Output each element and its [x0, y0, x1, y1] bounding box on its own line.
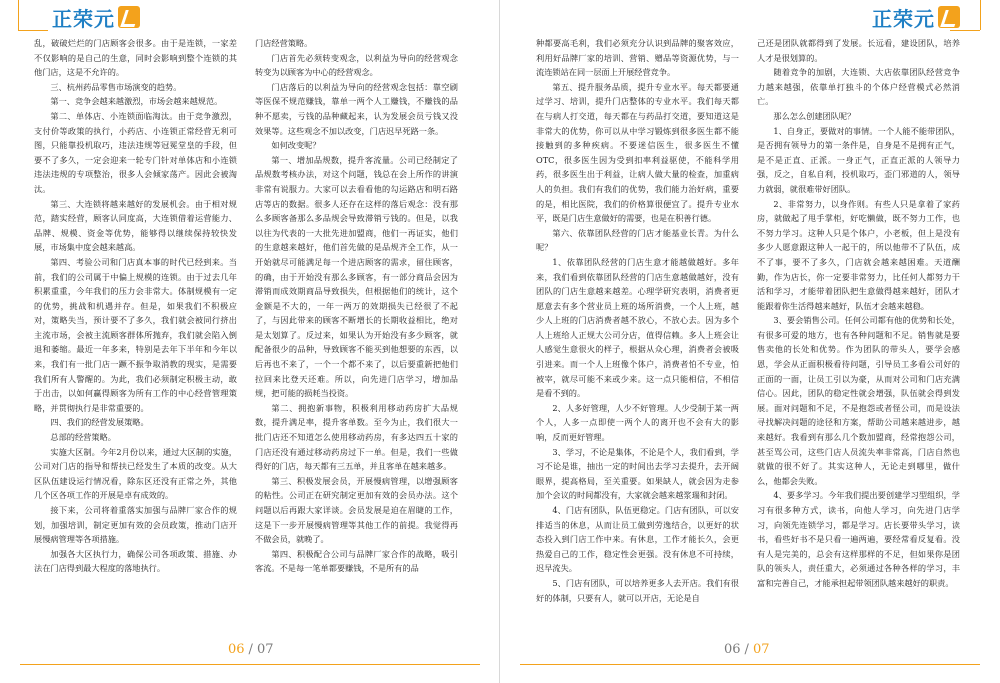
paragraph: 三、杭州药品零售市场演变的趋势。: [50, 81, 182, 92]
paragraph: 乱，破破烂烂的门店顾客会很多。由于是连锁，一家差不仅影响的是自己的生意，同时会影响到整个连锁的其他门店，这是不允许的。: [34, 38, 237, 78]
paragraph: 第三、积极发展会员，开展慢病管理，以增强顾客的粘性。公司正在研究制定更加有效的会员办法。这个问题以后再跟大家详谈。会员发展是迫在眉睫的工作，这是下一步开展慢病管理等其他工作的前提。我觉得再不做会员，就晚了。: [255, 475, 458, 545]
paragraph: 己还是团队就都得到了发展。长远看，建设团队，培养人才是很划算的。: [757, 38, 960, 63]
paragraph: 总部的经营策略。: [50, 432, 116, 443]
paragraph: 接下来，公司将着重落实加强与品牌厂家合作的规划，加强培训，制定更加有效的会员政策，推动门店开展慢病管理等各项措施。: [34, 505, 237, 545]
right-column-1: [536, 36, 739, 605]
paragraph: 3、学习，不论是集体，不论是个人，我们看到，学习不论是谁，抽出一定的时间出去学习去提升，去开阔眼界，提高格局，至关重要。如果缺人，就会因为走参加个会议的时间都没有，大家就会越来越浆瑞和封闭。: [536, 446, 739, 501]
left-page-number: [228, 642, 273, 657]
brand-logo: [872, 4, 960, 30]
paragraph: 5、门店有团队，可以培养更多人去开店。我们有很好的体制，只要有人，就可以开店，无论是自: [536, 577, 739, 603]
left-page-columns: [34, 36, 458, 576]
brand-logo-text: 正荣元: [872, 6, 935, 31]
previous-page-number: 06: [724, 642, 741, 657]
paragraph: 随着竞争的加剧，大连锁、大店依靠团队经营竞争力越来越强，依靠单打独斗的个体户经营模式必然消亡。: [757, 67, 960, 107]
brand-logo-mark-icon: [938, 6, 960, 28]
paragraph: 4、门店有团队，队伍更稳定。门店有团队，可以安排适当的休息，从而让员工做到劳逸结合，以更好的状态投入到门店工作中来。有休息，工作才能长久，会更热爱自己的工作，稳定性会更强。没有休息不可持续，迟早流失。: [536, 505, 739, 574]
brand-logo-mark-icon: [118, 6, 140, 28]
footer-rule: [20, 664, 480, 665]
paragraph: 门店落后的以利益为导向的经营观念包括：靠空刷等医保不规范赚钱，靠单一两个人工赚钱，不赚钱的品种不愿卖，亏钱的品种藏起来，认为发展会员亏钱又没效果等。这些观念不加以改变，门店迟早死路一条。: [255, 81, 458, 136]
left-column-1: [34, 36, 237, 576]
paragraph: 种都要高毛利，我们必须充分认识到品牌的聚客效应，利用好品牌厂家的培训、营销、赠品等资源优势，与一流连锁站在同一层面上开展经营竞争。: [536, 38, 739, 78]
right-page: [500, 0, 1000, 683]
paragraph: 四、我们的经营发展策略。: [50, 417, 149, 428]
paragraph: 第四、考验公司和门店真本事的时代已经到来。当前，我们的公司属于中偏上规模的连锁。由于过去几年积累重重，今年我们的压力会非常大。体制规模有一定的优势，挑战和机遇并存。但是，如果我们不积极应对，策略失当，预计要不了多久，我们就会被同行挤出主流市场，会被主流顾客群体所抛弃，我们就会陷入倒退和萎缩。最近一年多来，特别是去年下半年和今年以来，我们有一批门店一蹶不振争取消教的现实，是需要我们所有人警醒的。为此，我们必须制定积极主动，敢于出击，以如何赢得顾客为所有工作的中心经营管理策略，并贯彻执行是非常重要的。: [34, 256, 237, 413]
paragraph: 第六、依靠团队经营的门店才能基业长青。为什么呢？: [536, 227, 739, 253]
paragraph: 第一、竞争会越来越激烈，市场会越来越规范。: [50, 96, 223, 107]
brand-logo: [52, 4, 140, 30]
paragraph: 第二、拥抱新事物，积极利用移动药房扩大品规数，提升满足率，提升客单数。至今为止，我们很大一批门店还不知道怎么使用移动药房，有多达四五十家的门店还没有通过移动药房过下一单。但是，我们一些做得好的门店，每天都有三五单，并且客单在越来越多。: [255, 402, 458, 472]
current-page-number: 07: [752, 642, 770, 657]
paragraph: 4、要多学习。今年我们提出要创建学习型组织，学习有很多种方式，读书，向他人学习，向先进门店学习，向领先连锁学习，都是学习。店长要带头学习，读书，看些好书不是只看一遍两遍，要经常看反复看。没有人是完美的，总会有这样那样的不足，但如果你是团队的领头人，责任重大，必须通过各种各样的学习，丰富和完善自己，才能承担起带领团队越来越好的职责。: [757, 490, 960, 588]
paragraph: 第二、单体店、小连锁面临淘汰。由于竞争激烈，支付价等政策的执行，小药店、小连锁正常经营无利可图，只能靠投机取巧，违法违规等冠冕堂皇的手段，但要不了多久，一定会迎来一轮专门针对单体店和小连锁违法违规的专项整治，很多人会倾家荡产。因此会被淘汰。: [34, 110, 237, 194]
corner-mark-vertical: [18, 0, 19, 30]
paragraph: 1、自身正，要做对的事情。一个人能不能带团队，是否拥有领导力的第一条件是，自身是不是拥有正气，是不是正直、正派。一身正气，正直正派的人领导力强，反之，自私自利，投机取巧，歪门邪道的人，领导力就弱，就很难带好团队。: [757, 125, 960, 194]
corner-mark-vertical: [980, 0, 981, 30]
paragraph: 第三、大连锁将越来越好的发展机会。由于相对规范，踏实经营，顾客认同度高，大连锁借着运营能力、品牌、规模、资金等优势，能够得以继续保持较快发展，市场集中度会越来越高。: [34, 198, 237, 253]
paragraph: 如何改变呢？: [271, 140, 321, 151]
page-separator: /: [248, 642, 253, 657]
paragraph: 那么怎么创建团队呢？: [773, 110, 856, 121]
left-column-2: [255, 36, 458, 576]
paragraph: 第五、提升服务品质，提升专业水平。每天都要通过学习、培训，提升门店整体的专业水平。我们每天都在与病人打交道，每天都在与药品打交道，要知道这是非常大的优势，你可以从中学习锻炼到很多医生都不能接触到的多种疾病。不要迷信医生，很多医生不懂OTC，很多医生因为受到扣率利益驱使，不能科学用药，很多医生出于利益，让病人做大量的检查，加重病人的负担。我们有我们的优势，我们能力治好病，重要的是，相比医院，我们的价格算很便宜了。提升专业水平，既是门店生意做好的需要，也是在积善行德。: [536, 81, 739, 224]
paragraph: 门店首先必须转变观念，以利益为导向的经营观念转变为以顾客为中心的经营观念。: [255, 52, 458, 78]
corner-mark-horizontal: [950, 30, 980, 31]
right-page-columns: [536, 36, 960, 605]
paragraph: 2、人多好管理，人少不好管理。人少受制于某一两个人，人多一点即使一两个人的离开也不会有大的影响，反而更好管理。: [536, 402, 739, 443]
right-page-number: [724, 642, 769, 657]
paragraph: 门店经营策略。: [255, 38, 313, 48]
paragraph: 第一、增加品规数，提升客流量。公司已经制定了品规数考核办法，对这个问题，钱总在会上所作的讲演非常有说服力。大家可以去看看他的勾运路店和明石路店等店的数据。很多人还存在这样的落后观念：没有那么多顾客备那么多品规会导致滞销亏钱的。但是，以我以往为代表的一大批先进加盟商，他们一再证实，他们的生意越来越好，他们首先做的是品规齐全工作，从一开始就尽可能满足每一个进店顾客的需求，留住顾客，的确，由于开始没有那么多顾客，有一部分商品会因为滞销而成效期商品导致损失，但根据他们的统计，这个金额是不大的，一年一两万的效期损失已经很了不起了，与因此带来的顾客不断增长的长期收益相比，绝对是太划算了。反过来，如果认为开始没有多少顾客，就配备很少的品种，导致顾客不能买到他想要的东西，以后再也不来了，一个一个都不来了，以后要重新把他们拉回来比登天还难。所以，向先进门店学习，增加品规，把可能的损耗当投资。: [255, 154, 458, 399]
current-page-number: 06: [228, 642, 245, 657]
paragraph: 第四、积极配合公司与品牌厂家合作的战略，吸引客流。不是每一笔单都要赚钱，不是所有的品: [255, 548, 458, 574]
page-separator: /: [744, 642, 749, 657]
right-column-2: [757, 36, 960, 605]
paragraph: 加强各大区执行力，确保公司各项政策、措施、办法在门店得到最大程度的落地执行。: [34, 548, 237, 574]
paragraph: 3、要会销售公司。任何公司都有他的优势和长处，有很多可爱的地方，也有各种问题和不足。销售就是要售卖他的长处和优势。作为团队的带头人，要学会感恩，学会从正面积极看待问题，引导员工多看公司好的正面的一面，让员工引以为豪，从而对公司和门店充满信心。因此，团队的稳定性就会增强，队伍就会得到发展。面对问题和不足，不是抱怨或者怪公司，而是设法寻找解决问题的途径和方案，帮助公司越来越进步，越来越好。我看到有那么几个数加盟商，经常抱怨公司，甚至骂公司，这些门店人员流失率非常高，门店自然也就做的很不好了。其实这种人，无论走到哪里，做什么，他都会失败。: [757, 315, 960, 486]
paragraph: 实施大区制。今年2月份以来，通过大区制的实施，公司对门店的指导和帮扶已经发生了本质的改变。从大区队伍建设运行情况看，除东区还没有正常之外，其他几个区各项工作的开展是卓有成效的。: [34, 446, 237, 501]
paragraph: 2、非常努力，以身作则。有些人只是拿着了家药房，就做起了甩手掌柜，好吃懒做，既不努力工作，也不努力学习。这种人只是个体户，小老板，但上是没有多少人愿意跟这种人一起干的，所以他带不了队伍，成不了事，要不了多久，门店就会越来越困难。天道酬勤，作为店长，你一定要非常努力，比任何人都努力干活和学习，才能带着团队把生意做得越来越好，团队才能跟着你生活得越来越好，队伍才会越来越稳。: [757, 198, 960, 311]
footer-rule: [520, 664, 980, 665]
brand-logo-text: 正荣元: [52, 6, 115, 31]
paragraph: 1、依靠团队经营的门店生意才能越做越好。多年来，我们看到依靠团队经营的门店生意越做越好，没有团队的门店生意越来越差。心理学研究表明，消费者更愿意去有多个营业员上班的场所消费，一个人上班，越少人上班的门店消费者越不放心，不放心去。因为多个人上班给人正规大公司分店，值得信赖。多人上班会让人感觉生意很火的样子，根据从众心理，消费者会被吸引进来。而一个人上班像个体户，消费者怕不专业，怕被宰，就尽可能不来或少来。这一点只能相信，不相信是看不到的。: [536, 256, 739, 399]
total-page-number: 07: [256, 642, 274, 657]
corner-mark-horizontal: [18, 30, 48, 31]
